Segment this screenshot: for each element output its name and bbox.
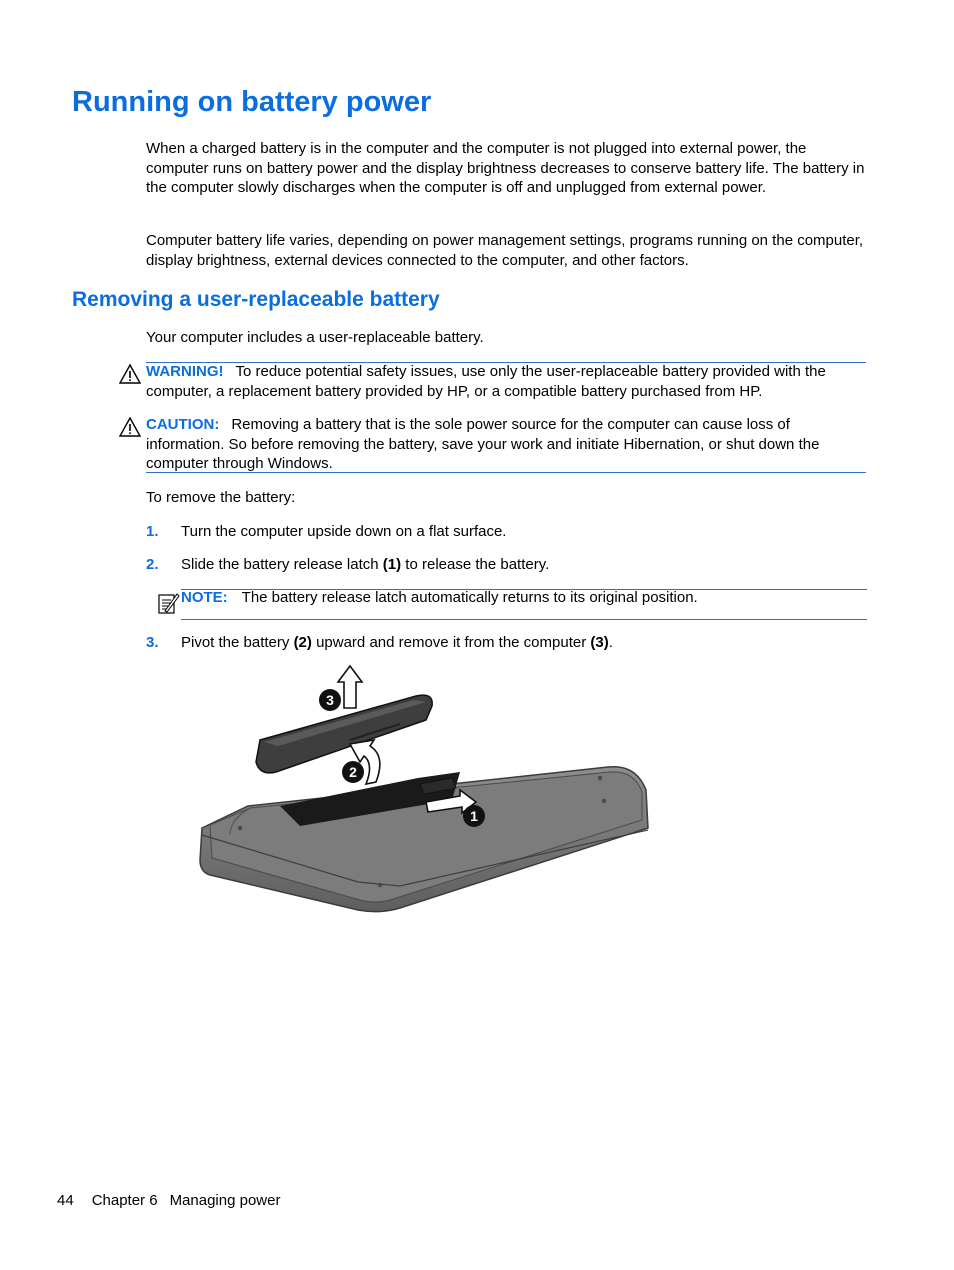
warning-triangle-icon (119, 364, 141, 384)
note-notice (181, 589, 867, 606)
callout-3 (319, 689, 341, 711)
warning-notice (146, 362, 870, 401)
step-text: Turn the computer upside down on a flat surface. (181, 523, 507, 540)
note-text: The battery release latch automatically returns to its original position. (241, 589, 698, 606)
note-bottom-rule (181, 619, 867, 620)
caution-triangle-icon (119, 417, 141, 437)
callout-1 (463, 805, 485, 827)
chapter-number: Chapter 6 (91, 1192, 158, 1209)
battery-removal-illustration (190, 660, 660, 920)
warning-text: To reduce potential safety issues, use only the user-replaceable battery provided with the computer, a replacement battery provided by HP, or a compatible battery purchased from HP. (146, 363, 826, 400)
step-text: Pivot the battery (2) upward and remove it from the computer (3). (181, 634, 613, 651)
page-number: 44 (57, 1192, 74, 1209)
step-text: Slide the battery release latch (1) to release the battery. (181, 556, 550, 573)
page-title: Running on battery power (72, 86, 432, 118)
steps-lead: To remove the battery: (146, 489, 296, 506)
chapter-title: Managing power (169, 1192, 281, 1209)
svg-text:2: 2 (349, 764, 357, 780)
svg-text:1: 1 (470, 808, 478, 824)
section-intro: Your computer includes a user-replaceable battery. (146, 329, 484, 346)
svg-text:3: 3 (326, 692, 334, 708)
step-number: 2. (146, 556, 159, 573)
arrow-3-remove (338, 666, 362, 708)
intro-paragraph-1: When a charged battery is in the computer and the computer is not plugged into external power, the computer runs on battery power and the display brightness decreases to conserve battery life. The battery in the computer slowly discharges when the computer is off and unplugged from external power. (146, 140, 865, 196)
page-footer (57, 1192, 298, 1209)
step-number: 3. (146, 634, 159, 651)
caution-notice (146, 415, 870, 474)
warning-label: WARNING! (146, 363, 224, 380)
laptop-base-drawing (200, 767, 648, 912)
step-number: 1. (146, 523, 159, 540)
caution-label: CAUTION: (146, 416, 220, 433)
section-heading: Removing a user-replaceable battery (72, 288, 440, 311)
note-pad-icon (156, 591, 180, 615)
caution-text: Removing a battery that is the sole power source for the computer can cause loss of information. So before removing the battery, save your work and initiate Hibernation, or shut down the computer through Windows. (146, 416, 820, 472)
note-label: NOTE: (181, 589, 228, 606)
caution-bottom-rule (146, 472, 866, 473)
intro-paragraph-2: Computer battery life varies, depending on power management settings, programs running on the computer, display brightness, external devices connected to the computer, and other factors. (146, 232, 864, 269)
callout-2 (342, 761, 364, 783)
